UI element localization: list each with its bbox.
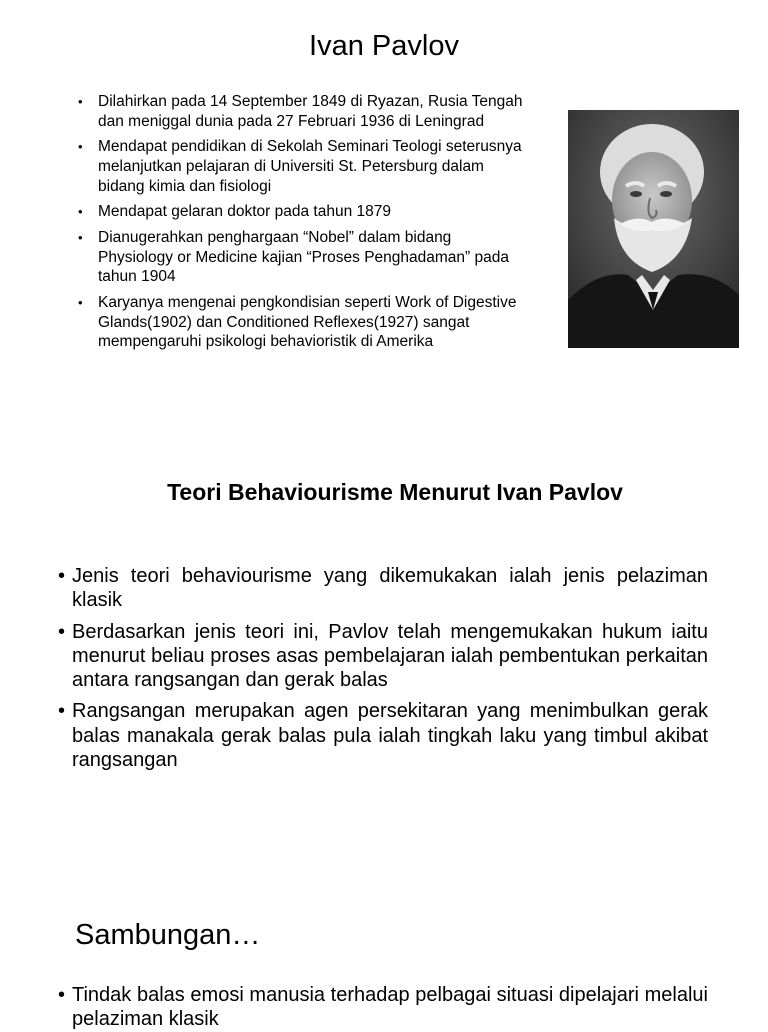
list-item [58, 620, 708, 693]
list-item [58, 699, 708, 772]
list-item [76, 293, 526, 352]
list-item [58, 983, 708, 1032]
list-item [76, 202, 526, 222]
bullet-icon: • [58, 984, 66, 1006]
slide-title: Ivan Pavlov [309, 30, 459, 62]
list-item [76, 137, 526, 196]
portrait-photo [568, 110, 739, 348]
bullet-text: Dianugerahkan penghargaan “Nobel” dalam bidang Physiology or Medicine kajian “Proses Penghadaman” pada tahun 1904 [98, 229, 509, 286]
bullet-icon: • [78, 139, 83, 155]
bullet-list [58, 564, 708, 779]
list-item [58, 564, 708, 613]
bullet-icon: • [58, 700, 66, 723]
portrait-image [568, 110, 739, 348]
bullet-icon: • [78, 230, 83, 246]
bullet-text: Tindak balas emosi manusia terhadap pelbagai situasi dipelajari melalui pelaziman klasik [72, 984, 708, 1031]
bullet-text: Mendapat pendidikan di Sekolah Seminari Teologi seterusnya melanjutkan pelajaran di Universiti St. Petersburg dalam bidang kimia dan fisiologi [98, 138, 522, 195]
bullet-icon: • [58, 620, 66, 643]
slide-ivan-pavlov [0, 0, 768, 440]
bullet-list [58, 983, 708, 1032]
bullet-icon: • [78, 295, 83, 311]
bullet-icon: • [78, 204, 83, 220]
slide-title: Teori Behaviourisme Menurut Ivan Pavlov [167, 479, 623, 505]
list-item [76, 228, 526, 287]
slide-teori-behaviourisme [0, 440, 768, 800]
bullet-text: Dilahirkan pada 14 September 1849 di Ryazan, Rusia Tengah dan meniggal dunia pada 27 Februari 1936 di Leningrad [98, 93, 523, 130]
slide-sambungan [0, 900, 768, 1031]
bullet-text: Jenis teori behaviourisme yang dikemukakan ialah jenis pelaziman klasik [72, 565, 708, 612]
bullet-text: Rangsangan merupakan agen persekitaran yang menimbulkan gerak balas manakala gerak balas pula ialah tingkah laku yang timbul akibat rangsangan [72, 700, 708, 772]
bullet-text: Karyanya mengenai pengkondisian seperti Work of Digestive Glands(1902) dan Conditioned Reflexes(1927) sangat mempengaruhi psikologi behavioristik di Amerika [98, 294, 517, 351]
bullet-icon: • [58, 565, 66, 587]
bullet-icon: • [78, 94, 83, 109]
list-item [76, 92, 526, 131]
bullet-list [76, 92, 526, 358]
slide-title: Sambungan… [75, 919, 261, 951]
bullet-text: Berdasarkan jenis teori ini, Pavlov telah mengemukakan hukum iaitu menurut beliau proses asas pembelajaran ialah pembentukan perkaitan antara rangsangan dan gerak balas [72, 620, 708, 692]
bullet-text: Mendapat gelaran doktor pada tahun 1879 [98, 203, 392, 221]
